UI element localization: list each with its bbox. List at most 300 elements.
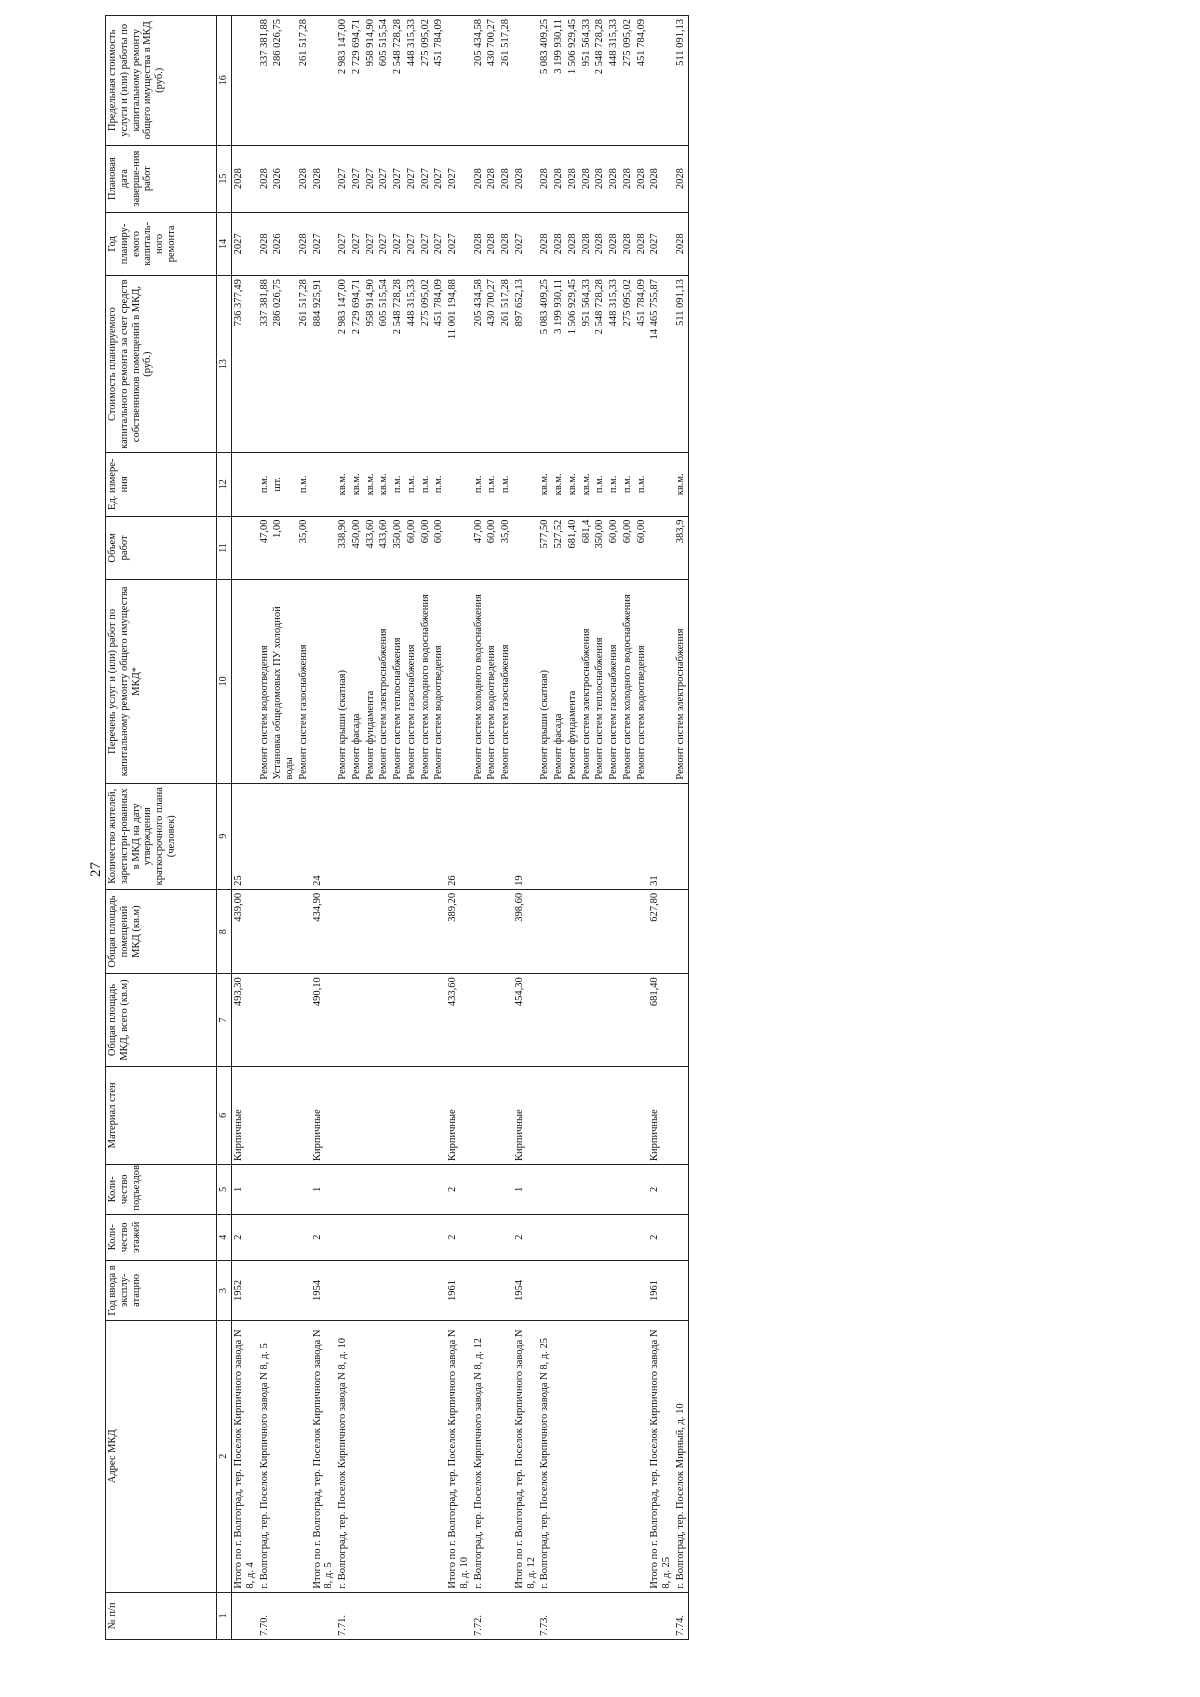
table-cell: 337 381,88 — [258, 16, 272, 146]
column-header: Материал стен — [106, 1066, 217, 1164]
table-cell: кв.м. — [566, 453, 580, 517]
table-cell — [485, 1592, 499, 1639]
table-cell — [350, 1214, 364, 1260]
table-cell — [674, 889, 688, 973]
table-cell: г. Волгоград, тер. Поселок Кирпичного завода N 8, д. 10 — [336, 1320, 350, 1592]
table-cell: 2026 — [271, 212, 297, 276]
table-cell — [552, 1164, 566, 1214]
table-cell: 2028 — [593, 145, 607, 212]
table-cell: г. Волгоград, тер. Поселок Кирпичного завода N 8, д. 12 — [472, 1320, 486, 1592]
table-cell: 451 784,09 — [432, 276, 446, 453]
table-cell: 958 914,90 — [364, 276, 378, 453]
table-cell — [405, 974, 419, 1066]
table-cell — [419, 974, 433, 1066]
table-cell: Ремонт систем теплоснабжения — [391, 580, 405, 783]
table-cell — [419, 889, 433, 973]
table-cell — [336, 1214, 350, 1260]
table-cell: 2 548 728,28 — [391, 276, 405, 453]
table-cell: 1961 — [446, 1260, 472, 1320]
column-number-row — [217, 16, 232, 1640]
table-cell: 2028 — [297, 145, 311, 212]
column-header: Общая площадь МКД, всего (кв.м) — [106, 974, 217, 1066]
table-cell — [635, 1260, 649, 1320]
table-cell: 2028 — [635, 145, 649, 212]
table-cell: 286 026,75 — [271, 16, 297, 146]
table-cell — [580, 1214, 594, 1260]
table-cell: Кирпичные — [648, 1066, 674, 1164]
table-cell — [419, 1214, 433, 1260]
table-cell — [271, 1592, 297, 1639]
table-cell — [258, 783, 272, 889]
table-cell — [336, 1164, 350, 1214]
table-cell: 2027 — [648, 212, 674, 276]
table-cell — [377, 1214, 391, 1260]
table-cell — [271, 1066, 297, 1164]
table-cell — [607, 889, 621, 973]
table-row — [297, 16, 311, 1640]
table-cell — [391, 1260, 405, 1320]
table-cell — [552, 974, 566, 1066]
table-cell: 2028 — [580, 212, 594, 276]
table-cell — [485, 974, 499, 1066]
table-cell: 430 700,27 — [485, 16, 499, 146]
table-cell — [674, 1164, 688, 1214]
column-header: Объем работ — [106, 516, 217, 580]
table-cell: 3 199 930,11 — [552, 276, 566, 453]
table-cell — [538, 1066, 552, 1164]
table-cell: 2027 — [405, 145, 419, 212]
table-row — [635, 16, 649, 1640]
table-cell — [405, 1260, 419, 1320]
table-cell: Кирпичные — [232, 1066, 258, 1164]
table-cell: 24 — [311, 783, 337, 889]
column-header: Стоимость планируемого капитального ремонта за счет средств собственников помещений в МКД, (руб.) — [106, 276, 217, 453]
table-cell: кв.м. — [364, 453, 378, 517]
table-cell — [258, 1066, 272, 1164]
table-cell: Ремонт систем газоснабжения — [499, 580, 513, 783]
table-cell: Кирпичные — [311, 1066, 337, 1164]
table-row — [432, 16, 446, 1640]
table-cell — [499, 1320, 513, 1592]
table-cell: 2028 — [499, 145, 513, 212]
table-cell: 2028 — [258, 212, 272, 276]
table-cell — [593, 1260, 607, 1320]
table-cell — [364, 1164, 378, 1214]
table-cell — [350, 1066, 364, 1164]
column-number: 16 — [217, 16, 232, 146]
table-cell: 681,40 — [566, 516, 580, 580]
table-cell — [419, 1066, 433, 1164]
table-row — [607, 16, 621, 1640]
table-cell — [607, 1260, 621, 1320]
table-cell: 261 517,28 — [499, 16, 513, 146]
table-cell: 1 506 929,45 — [566, 16, 580, 146]
table-cell: г. Волгоград, тер. Поселок Кирпичного завода N 8, д. 5 — [258, 1320, 272, 1592]
table-cell: 261 517,28 — [499, 276, 513, 453]
table-cell: 2028 — [499, 212, 513, 276]
table-cell — [674, 783, 688, 889]
table-cell — [336, 974, 350, 1066]
table-cell — [635, 974, 649, 1066]
table-cell — [232, 16, 258, 146]
table-cell: 60,00 — [419, 516, 433, 580]
table-cell — [593, 889, 607, 973]
table-cell — [391, 1164, 405, 1214]
table-cell — [391, 1320, 405, 1592]
table-cell: 454,30 — [513, 974, 539, 1066]
table-cell: Итого по г. Волгоград, тер. Поселок Кирпичного завода N 8, д. 4 — [232, 1320, 258, 1592]
column-header: Год планиру-емого капиталь-ного ремонта — [106, 212, 217, 276]
table-cell — [635, 1592, 649, 1639]
table-cell: 2027 — [232, 212, 258, 276]
table-cell — [258, 1214, 272, 1260]
table-cell — [499, 889, 513, 973]
column-header: Ед. измере-ния — [106, 453, 217, 517]
table-cell — [472, 974, 486, 1066]
table-cell: Ремонт систем водоотведения — [635, 580, 649, 783]
table-cell: Ремонт систем холодного водоснабжения — [621, 580, 635, 783]
table-cell — [391, 1214, 405, 1260]
column-number: 7 — [217, 974, 232, 1066]
table-cell — [419, 1320, 433, 1592]
table-cell: п.м. — [485, 453, 499, 517]
table-cell — [593, 1164, 607, 1214]
table-cell — [538, 974, 552, 1066]
table-cell — [391, 889, 405, 973]
table-cell: Ремонт систем газоснабжения — [405, 580, 419, 783]
table-cell — [674, 1214, 688, 1260]
table-cell: 2026 — [271, 145, 297, 212]
table-cell: 430 700,27 — [485, 276, 499, 453]
table-cell: Ремонт фундамента — [566, 580, 580, 783]
table-cell: 275 095,02 — [419, 16, 433, 146]
column-number: 12 — [217, 453, 232, 517]
table-row — [377, 16, 391, 1640]
table-cell — [552, 1592, 566, 1639]
table-cell: 2028 — [593, 212, 607, 276]
table-cell — [377, 1320, 391, 1592]
table-cell: п.м. — [593, 453, 607, 517]
table-cell: 2028 — [674, 212, 688, 276]
table-cell: 286 026,75 — [271, 276, 297, 453]
table-cell — [566, 1260, 580, 1320]
table-row — [566, 16, 580, 1640]
table-cell — [538, 1260, 552, 1320]
total-row — [232, 16, 258, 1640]
table-cell: 450,00 — [350, 516, 364, 580]
table-cell — [485, 1260, 499, 1320]
table-cell — [271, 1320, 297, 1592]
table-cell: 2027 — [391, 212, 405, 276]
table-cell: Ремонт систем газоснабжения — [607, 580, 621, 783]
column-header: Адрес МКД — [106, 1320, 217, 1592]
table-cell: 2028 — [538, 145, 552, 212]
table-cell: 2028 — [566, 212, 580, 276]
table-cell — [648, 580, 674, 783]
table-cell — [405, 1066, 419, 1164]
table-cell: 2 729 694,71 — [350, 16, 364, 146]
table-cell: 2028 — [674, 145, 688, 212]
total-row — [513, 16, 539, 1640]
table-cell: 35,00 — [297, 516, 311, 580]
table-cell: 2027 — [377, 145, 391, 212]
table-cell — [364, 1592, 378, 1639]
table-cell — [621, 1320, 635, 1592]
table-cell: 627,80 — [648, 889, 674, 973]
table-cell: 2028 — [635, 212, 649, 276]
table-cell — [258, 1164, 272, 1214]
table-cell: 2028 — [607, 212, 621, 276]
table-cell — [607, 1164, 621, 1214]
table-cell: Ремонт крыши (скатная) — [538, 580, 552, 783]
table-cell: п.м. — [607, 453, 621, 517]
table-cell — [648, 1592, 674, 1639]
table-row — [580, 16, 594, 1640]
table-cell — [446, 1592, 472, 1639]
table-cell: 5 083 409,25 — [538, 16, 552, 146]
table-cell: 47,00 — [258, 516, 272, 580]
column-number: 10 — [217, 580, 232, 783]
table-cell — [432, 1214, 446, 1260]
table-cell: 60,00 — [607, 516, 621, 580]
table-cell — [446, 516, 472, 580]
table-cell: 2027 — [350, 212, 364, 276]
table-row — [336, 16, 350, 1640]
table-cell: 951 564,33 — [580, 276, 594, 453]
table-cell — [648, 516, 674, 580]
table-cell — [364, 1320, 378, 1592]
table-row — [538, 16, 552, 1640]
table-cell — [232, 1592, 258, 1639]
header-row — [106, 16, 217, 1640]
table-cell: Ремонт систем водоотведения — [258, 580, 272, 783]
column-header: Перечень услуг и (или) работ по капитальному ремонту общего имущества МКД* — [106, 580, 217, 783]
table-cell: 3 199 930,11 — [552, 16, 566, 146]
table-cell — [350, 783, 364, 889]
table-cell — [552, 1260, 566, 1320]
table-cell: 1 506 929,45 — [566, 276, 580, 453]
table-cell — [621, 1260, 635, 1320]
table-cell — [485, 889, 499, 973]
table-cell — [593, 1320, 607, 1592]
table-cell: 681,40 — [648, 974, 674, 1066]
table-cell: 2 548 728,28 — [391, 16, 405, 146]
table-cell: 7.71. — [336, 1592, 350, 1639]
table-cell: 2 — [513, 1214, 539, 1260]
table-cell: 2 — [311, 1214, 337, 1260]
table-cell — [485, 1214, 499, 1260]
table-cell: 2028 — [621, 145, 635, 212]
table-cell: Итого по г. Волгоград, тер. Поселок Кирпичного завода N 8, д. 10 — [446, 1320, 472, 1592]
table-row — [258, 16, 272, 1640]
table-cell — [377, 974, 391, 1066]
table-cell: 897 652,13 — [513, 276, 539, 453]
table-cell — [538, 783, 552, 889]
table-cell: 2 — [648, 1214, 674, 1260]
table-cell — [607, 783, 621, 889]
table-cell: 60,00 — [432, 516, 446, 580]
table-cell — [566, 1592, 580, 1639]
table-cell — [607, 1214, 621, 1260]
table-cell: 2028 — [648, 145, 674, 212]
table-cell — [621, 1164, 635, 1214]
table-cell — [635, 1066, 649, 1164]
table-cell — [419, 783, 433, 889]
table-cell — [674, 1066, 688, 1164]
table-cell: Кирпичные — [446, 1066, 472, 1164]
table-cell: 261 517,28 — [297, 276, 311, 453]
table-cell: 605 515,54 — [377, 276, 391, 453]
table-cell — [271, 1260, 297, 1320]
table-cell — [419, 1592, 433, 1639]
table-cell — [311, 580, 337, 783]
table-cell: 448 315,33 — [607, 16, 621, 146]
table-cell: 2028 — [552, 145, 566, 212]
table-cell — [635, 1164, 649, 1214]
table-cell: 338,90 — [336, 516, 350, 580]
table-cell — [297, 1592, 311, 1639]
table-cell — [391, 1592, 405, 1639]
table-cell: 2027 — [405, 212, 419, 276]
table-cell — [350, 889, 364, 973]
table-cell: 511 091,13 — [674, 16, 688, 146]
table-cell — [593, 1592, 607, 1639]
table-body — [232, 16, 689, 1640]
table-cell: 451 784,09 — [635, 276, 649, 453]
table-cell: 2027 — [350, 145, 364, 212]
table-cell — [364, 1066, 378, 1164]
table-cell — [513, 453, 539, 517]
table-cell: 2028 — [552, 212, 566, 276]
column-number: 2 — [217, 1320, 232, 1592]
table-cell — [593, 1214, 607, 1260]
table-cell: п.м. — [297, 453, 311, 517]
table-cell — [566, 1214, 580, 1260]
table-cell: Ремонт систем электроснабжения — [674, 580, 688, 783]
table-cell: кв.м. — [336, 453, 350, 517]
table-cell: 1961 — [648, 1260, 674, 1320]
total-row — [311, 16, 337, 1640]
table-cell: Установка общедомовых ПУ холодной воды — [271, 580, 297, 783]
table-cell: 681,4 — [580, 516, 594, 580]
table-cell — [607, 1320, 621, 1592]
table-cell — [472, 783, 486, 889]
table-cell — [580, 1260, 594, 1320]
table-cell — [499, 974, 513, 1066]
table-cell — [580, 1592, 594, 1639]
table-cell: кв.м. — [580, 453, 594, 517]
table-cell — [377, 783, 391, 889]
table-cell: 205 434,58 — [472, 276, 486, 453]
table-cell — [580, 1320, 594, 1592]
table-cell: Ремонт крыши (скатная) — [336, 580, 350, 783]
table-cell: п.м. — [258, 453, 272, 517]
column-header: Плановая дата заверше-ния работ — [106, 145, 217, 212]
table-cell: 7.74. — [674, 1592, 688, 1639]
table-cell: Ремонт систем водоотведения — [485, 580, 499, 783]
table-cell: 2 729 694,71 — [350, 276, 364, 453]
table-cell — [607, 1066, 621, 1164]
table-cell: 2027 — [446, 145, 472, 212]
table-cell — [350, 1320, 364, 1592]
table-cell — [377, 1066, 391, 1164]
table-cell — [377, 889, 391, 973]
table-cell: Ремонт систем электроснабжения — [580, 580, 594, 783]
table-cell — [311, 16, 337, 146]
table-cell — [580, 974, 594, 1066]
table-cell: Ремонт фасада — [552, 580, 566, 783]
table-cell — [621, 974, 635, 1066]
table-cell — [297, 1320, 311, 1592]
table-cell — [364, 889, 378, 973]
table-cell — [297, 1066, 311, 1164]
table-cell — [566, 1164, 580, 1214]
table-cell: п.м. — [391, 453, 405, 517]
table-cell — [311, 1592, 337, 1639]
table-cell — [566, 1066, 580, 1164]
table-cell — [580, 1066, 594, 1164]
table-row — [391, 16, 405, 1640]
table-cell: 5 083 409,25 — [538, 276, 552, 453]
table-cell: 433,60 — [364, 516, 378, 580]
column-header: Коли-чество этажей — [106, 1214, 217, 1260]
table-cell — [377, 1164, 391, 1214]
table-cell — [350, 1260, 364, 1320]
table-cell — [432, 1260, 446, 1320]
table-cell — [635, 889, 649, 973]
table-cell — [472, 889, 486, 973]
table-cell: 2028 — [485, 212, 499, 276]
table-cell — [405, 1214, 419, 1260]
table-cell: 1 — [513, 1164, 539, 1214]
table-cell: 433,60 — [446, 974, 472, 1066]
table-cell — [336, 783, 350, 889]
table-cell: 2 — [648, 1164, 674, 1214]
table-cell: 60,00 — [635, 516, 649, 580]
table-cell: 2027 — [377, 212, 391, 276]
table-cell: 2027 — [391, 145, 405, 212]
table-cell: кв.м. — [538, 453, 552, 517]
table-cell — [271, 974, 297, 1066]
table-cell — [297, 1260, 311, 1320]
page-number: 27 — [88, 862, 104, 877]
table-row — [674, 16, 688, 1640]
column-number: 5 — [217, 1164, 232, 1214]
table-cell: 1952 — [232, 1260, 258, 1320]
table-cell — [513, 16, 539, 146]
table-cell: Ремонт систем теплоснабжения — [593, 580, 607, 783]
table-cell — [552, 889, 566, 973]
table-cell: 261 517,28 — [297, 16, 311, 146]
table-cell — [674, 974, 688, 1066]
table-cell — [432, 1592, 446, 1639]
table-cell: 884 925,91 — [311, 276, 337, 453]
table-cell: п.м. — [432, 453, 446, 517]
column-header: Коли-чество подъездов — [106, 1164, 217, 1214]
table-cell: 337 381,88 — [258, 276, 272, 453]
table-cell: 2 — [446, 1214, 472, 1260]
table-cell: Итого по г. Волгоград, тер. Поселок Кирпичного завода N 8, д. 5 — [311, 1320, 337, 1592]
table-cell — [552, 1320, 566, 1592]
table-row — [271, 16, 297, 1640]
column-number: 13 — [217, 276, 232, 453]
column-header: Общая площадь помещений МКД (кв.м) — [106, 889, 217, 973]
table-cell: п.м. — [635, 453, 649, 517]
table-cell — [552, 1214, 566, 1260]
table-cell: 577,50 — [538, 516, 552, 580]
table-cell — [258, 974, 272, 1066]
column-header: Год ввода в эксплу-атацию — [106, 1260, 217, 1320]
